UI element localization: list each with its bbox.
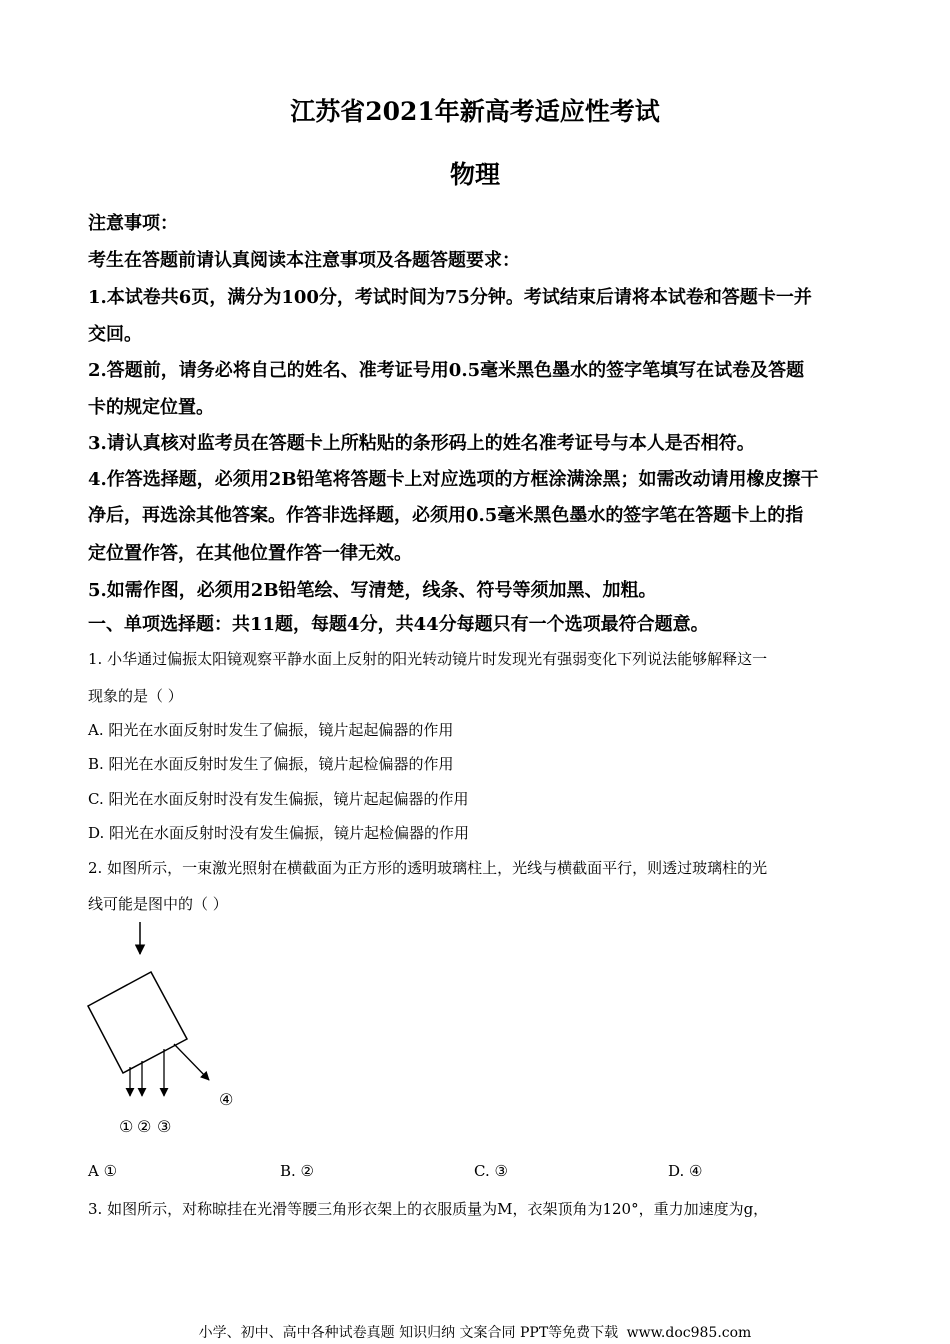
q2-option-c: C. ③ — [474, 1162, 508, 1180]
notice-line: 1.本试卷共6页，满分为100分，考试时间为75分钟。考试结束后请将本试卷和答题卡一并 — [88, 287, 812, 308]
page-footer — [0, 1322, 950, 1342]
exam-title: 江苏省2021年新高考适应性考试 — [290, 97, 660, 126]
notice-line: 4.作答选择题，必须用2B铅笔将答题卡上对应选项的方框涂满涂黑；如需改动请用橡皮擦干 — [88, 469, 819, 490]
subject-title: 物理 — [449, 160, 500, 189]
notice-line: 3.请认真核对监考员在答题卡上所粘贴的条形码上的姓名准考证号与本人是否相符。 — [88, 433, 755, 454]
q3-stem-line: 3. 如图所示，对称晾挂在光滑等腰三角形衣架上的衣服质量为M，衣架顶角为120°，重力加速度为g， — [88, 1200, 769, 1218]
label-1: ① — [119, 1117, 134, 1136]
notice-line: 5.如需作图，必须用2B铅笔绘、写清楚，线条、符号等须加黑、加粗。 — [88, 580, 657, 601]
section-heading: 一、单项选择题：共11题，每题4分，共44分每题只有一个选项最符合题意。 — [88, 614, 709, 635]
q2-option-a: A ① — [88, 1162, 118, 1180]
label-2: ② — [137, 1117, 152, 1136]
q1-option-b: B. 阳光在水面反射时发生了偏振，镜片起检偏器的作用 — [88, 755, 454, 773]
notice-line: 交回。 — [88, 324, 142, 345]
notice-heading: 注意事项： — [88, 213, 178, 234]
q1-stem-line: 1. 小华通过偏振太阳镜观察平静水面上反射的阳光转动镜片时发现光有强弱变化下列说法能够解释这一 — [88, 650, 768, 668]
q2-option-b: B. ② — [280, 1162, 315, 1180]
notice-intro: 考生在答题前请认真阅读本注意事项及各题答题要求： — [88, 250, 520, 271]
q1-stem-line: 现象的是（ ） — [88, 687, 183, 705]
q2-stem-line: 线可能是图中的（ ） — [88, 895, 228, 913]
glass-prism-figure — [75, 918, 255, 1148]
notice-line: 定位置作答，在其他位置作答一律无效。 — [88, 543, 412, 564]
q1-option-d: D. 阳光在水面反射时没有发生偏振，镜片起检偏器的作用 — [88, 824, 470, 842]
q2-option-d: D. ④ — [668, 1162, 703, 1180]
q1-option-a: A. 阳光在水面反射时发生了偏振，镜片起起偏器的作用 — [88, 721, 454, 739]
label-4: ④ — [219, 1090, 234, 1109]
notice-line: 2.答题前，请务必将自己的姓名、准考证号用0.5毫米黑色墨水的签字笔填写在试卷及答题 — [88, 360, 805, 381]
ray-4 — [174, 1044, 209, 1080]
q2-stem-line: 2. 如图所示，一束激光照射在横截面为正方形的透明玻璃柱上，光线与横截面平行，则透过玻璃柱的光 — [88, 859, 768, 877]
label-3: ③ — [157, 1117, 172, 1136]
notice-line: 净后，再选涂其他答案。作答非选择题，必须用0.5毫米黑色墨水的签字笔在答题卡上的指 — [88, 505, 804, 526]
notice-line: 卡的规定位置。 — [88, 397, 214, 418]
q1-option-c: C. 阳光在水面反射时没有发生偏振，镜片起起偏器的作用 — [88, 790, 469, 808]
footer-site[interactable]: www.doc985.com — [626, 1325, 752, 1341]
footer-text: 小学、初中、高中各种试卷真题 知识归纳 文案合同 PPT等免费下载 — [198, 1325, 619, 1341]
glass-square — [88, 972, 187, 1073]
